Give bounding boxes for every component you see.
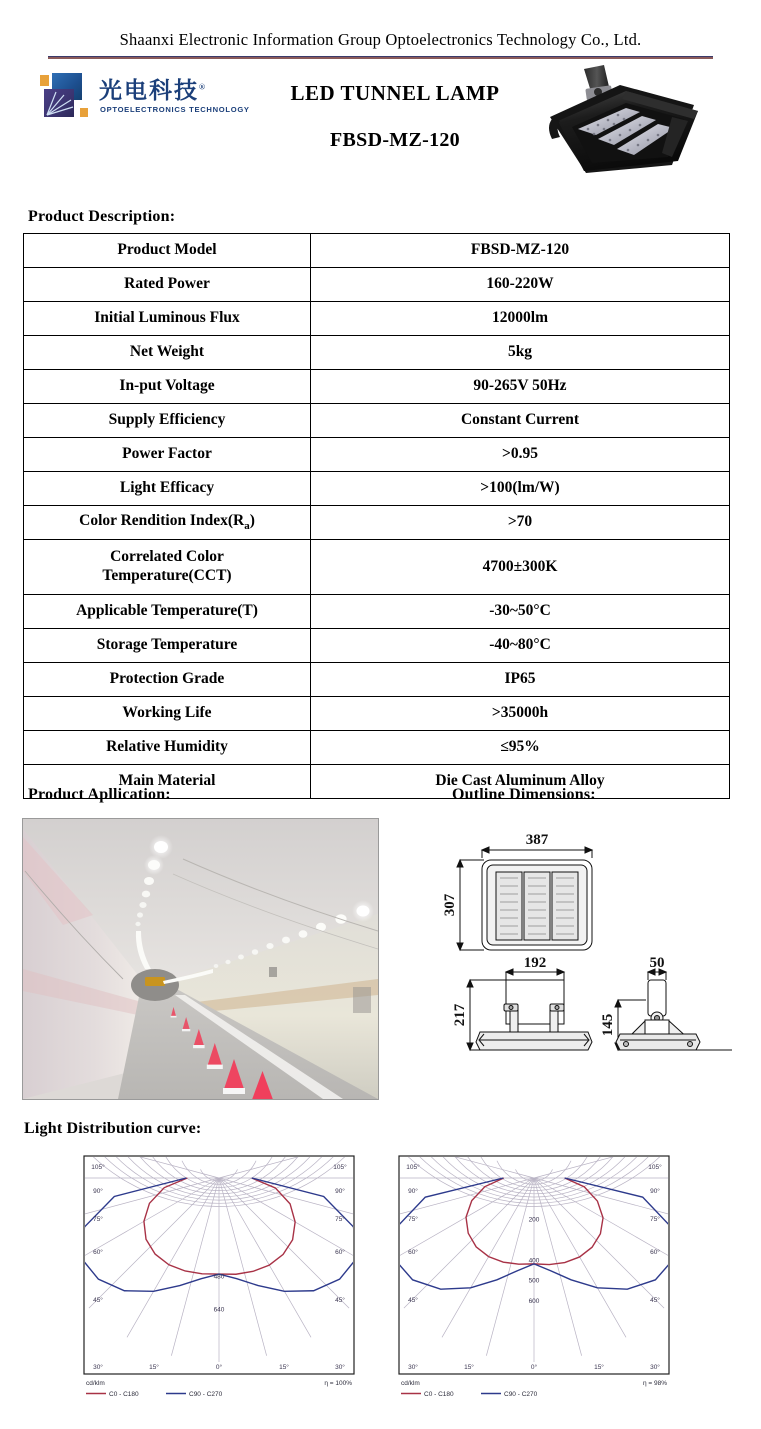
- angle-tick-left: 75°: [408, 1216, 418, 1223]
- angle-tick-right: 90°: [335, 1188, 345, 1195]
- table-row: [24, 663, 730, 697]
- logo-english-name: OPTOELECTRONICS TECHNOLOGY: [100, 104, 250, 114]
- product-description-label: Product Description:: [28, 208, 176, 225]
- spec-value: 12000lm: [311, 302, 730, 336]
- spec-label: Power Factor: [24, 438, 311, 472]
- legend-label: C90 - C270: [189, 1391, 223, 1398]
- company-name: Shaanxi Electronic Information Group Optoelectronics Technology Co., Ltd.: [119, 30, 642, 49]
- logo-rays-icon: [44, 89, 74, 117]
- outline-dimension-drawings: [440, 828, 740, 1093]
- angle-tick-bottom-left: 30°: [408, 1364, 418, 1371]
- angle-tick-bottom-left2: 15°: [149, 1364, 159, 1371]
- dimension-front-width: 387: [525, 832, 549, 848]
- spec-label: Supply Efficiency: [24, 404, 311, 438]
- dimension-drawing-svg: [440, 828, 740, 1093]
- angle-tick-left: 60°: [408, 1249, 418, 1256]
- angle-tick-bottom-right2: 15°: [594, 1364, 604, 1371]
- table-row: [24, 404, 730, 438]
- table-row: [24, 595, 730, 629]
- spec-label: Applicable Temperature(T): [24, 595, 311, 629]
- radial-tick-label: 500: [528, 1277, 540, 1285]
- angle-tick-left: 90°: [93, 1188, 103, 1195]
- logo-chinese-text: 光电科技: [99, 77, 199, 103]
- angle-tick-left: 90°: [408, 1188, 418, 1195]
- table-row: [24, 438, 730, 472]
- table-row: [24, 370, 730, 404]
- light-distribution-curve-label: Light Distribution curve:: [24, 1120, 202, 1137]
- spec-value: 160-220W: [311, 268, 730, 302]
- title-band: [0, 59, 761, 179]
- light-distribution-chart-left: [78, 1150, 360, 1408]
- page-title: LED TUNNEL LAMP: [290, 81, 500, 105]
- product-application-label: Product Apllication:: [28, 786, 171, 803]
- dimension-front-height: 307: [442, 893, 458, 917]
- spec-label-cct: Correlated Color Temperature(CCT): [24, 540, 311, 595]
- radial-tick-label: 480: [213, 1273, 225, 1281]
- angle-tick-bottom-center: 0°: [215, 1364, 223, 1371]
- side-view-drawing: [615, 969, 732, 1050]
- spec-label: Light Efficacy: [24, 472, 311, 506]
- table-row: [24, 302, 730, 336]
- spec-value: FBSD-MZ-120: [311, 234, 730, 268]
- angle-tick-bottom-left: 30°: [93, 1364, 103, 1371]
- radial-tick-label: 640: [213, 1306, 225, 1314]
- radial-tick-label: 400: [528, 1257, 540, 1265]
- spec-label: Net Weight: [24, 336, 311, 370]
- angle-tick-bottom-right: 30°: [650, 1364, 660, 1371]
- product-photo: [522, 61, 732, 183]
- spec-label: Protection Grade: [24, 663, 311, 697]
- front-view-drawing: [457, 847, 592, 950]
- angle-tick-right: 90°: [650, 1188, 660, 1195]
- table-row: [24, 506, 730, 540]
- logo-mark-icon: [40, 71, 92, 121]
- dimension-side-width: 50: [649, 955, 665, 971]
- spec-value: 5kg: [311, 336, 730, 370]
- spec-value: IP65: [311, 663, 730, 697]
- polar-chart-svg: [393, 1150, 675, 1408]
- logo-orange-square-bottom-icon: [80, 108, 88, 117]
- legend-label: C0 - C180: [424, 1391, 454, 1398]
- table-row: [24, 697, 730, 731]
- product-model-title: FBSD-MZ-120: [330, 129, 460, 151]
- chart-efficiency-label: η = 98%: [642, 1380, 667, 1387]
- angle-tick-left: 45°: [408, 1297, 418, 1304]
- page-header: [0, 0, 761, 59]
- dimension-top-width: 192: [523, 955, 547, 971]
- company-logo: [40, 71, 250, 121]
- spec-value: Die Cast Aluminum Alloy: [311, 765, 730, 799]
- angle-tick-right: 75°: [650, 1216, 660, 1223]
- angle-tick-right: 60°: [650, 1249, 660, 1256]
- angle-tick-bottom-right: 30°: [335, 1364, 345, 1371]
- radial-tick-label: 600: [528, 1298, 540, 1306]
- dimension-top-height: 217: [452, 1003, 468, 1027]
- angle-tick-right: 45°: [335, 1297, 345, 1304]
- table-row: [24, 472, 730, 506]
- angle-tick-bottom-right2: 15°: [279, 1364, 289, 1371]
- chart-unit-label: cd/klm: [401, 1380, 420, 1387]
- spec-label: Storage Temperature: [24, 629, 311, 663]
- spec-label: Rated Power: [24, 268, 311, 302]
- outline-dimensions-label: Outline Dimensions:: [452, 786, 596, 803]
- angle-tick-left: 45°: [93, 1297, 103, 1304]
- light-distribution-chart-right: [393, 1150, 675, 1408]
- cri-subscript: a: [244, 519, 250, 532]
- radial-tick-label: 200: [528, 1216, 540, 1224]
- angle-tick-left: 105°: [406, 1164, 420, 1171]
- spec-table-body: [24, 234, 730, 799]
- registered-trademark-icon: ®: [199, 81, 207, 91]
- angle-tick-right: 105°: [333, 1164, 347, 1171]
- spec-value: ≤95%: [311, 731, 730, 765]
- chart-efficiency-label: η = 100%: [324, 1380, 352, 1387]
- spec-value: >35000h: [311, 697, 730, 731]
- angle-tick-right: 45°: [650, 1297, 660, 1304]
- spec-label: Initial Luminous Flux: [24, 302, 311, 336]
- spec-label-cri: Color Rendition $Index(R_a)$: [24, 506, 311, 540]
- spec-value: >0.95: [311, 438, 730, 472]
- angle-tick-right: 60°: [335, 1249, 345, 1256]
- spec-value: 90-265V 50Hz: [311, 370, 730, 404]
- angle-tick-left: 105°: [91, 1164, 105, 1171]
- spec-value: -30~50°C: [311, 595, 730, 629]
- table-row: [24, 234, 730, 268]
- logo-orange-square-top-icon: [40, 75, 49, 86]
- dimension-side-height: 145: [600, 1013, 616, 1037]
- tunnel-application-photo: [22, 818, 379, 1100]
- top-view-drawing: [467, 969, 592, 1050]
- table-row: [24, 336, 730, 370]
- angle-tick-right: 105°: [648, 1164, 662, 1171]
- spec-label: In-put Voltage: [24, 370, 311, 404]
- spec-value: 4700±300K: [311, 540, 730, 595]
- table-row: [24, 268, 730, 302]
- chart-unit-label: cd/klm: [86, 1380, 105, 1387]
- specification-table: [23, 233, 730, 799]
- table-row: [24, 629, 730, 663]
- spec-label: Product Model: [24, 234, 311, 268]
- legend-label: C90 - C270: [504, 1391, 538, 1398]
- polar-chart-svg: [78, 1150, 360, 1408]
- logo-chinese-name: [99, 79, 250, 102]
- spec-label: Main Material: [24, 765, 311, 799]
- angle-tick-left: 60°: [93, 1249, 103, 1256]
- tunnel-photo-graphic: [23, 819, 378, 1099]
- angle-tick-bottom-center: 0°: [530, 1364, 538, 1371]
- logo-purple-square-icon: [44, 89, 74, 117]
- angle-tick-bottom-left2: 15°: [464, 1364, 474, 1371]
- spec-value: Constant Current: [311, 404, 730, 438]
- angle-tick-left: 75°: [93, 1216, 103, 1223]
- spec-value: -40~80°C: [311, 629, 730, 663]
- spec-label: Working Life: [24, 697, 311, 731]
- spec-value: >100(lm/W): [311, 472, 730, 506]
- table-row: [24, 540, 730, 595]
- table-row: [24, 731, 730, 765]
- spec-value: >70: [311, 506, 730, 540]
- legend-label: C0 - C180: [109, 1391, 139, 1398]
- angle-tick-right: 75°: [335, 1216, 345, 1223]
- spec-label: Relative Humidity: [24, 731, 311, 765]
